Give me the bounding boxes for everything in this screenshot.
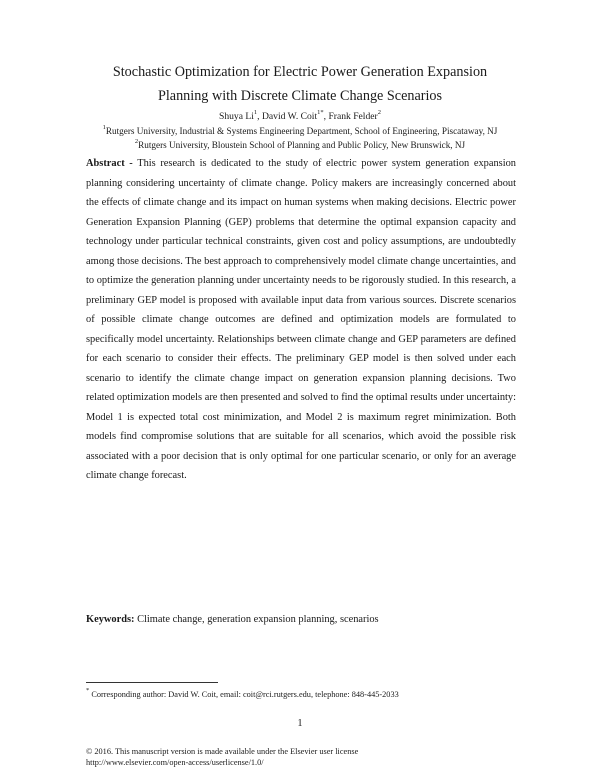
footnote <box>86 689 526 700</box>
abstract-text: This research is dedicated to the study of electric power system generation expansion planning considering uncertainty of climate change. Policy makers are increasingly concerned about the effects of climate change and its impact on human systems when making decisions. Electric power Generation Expansion Planning (GEP) problems that determine the optimal expansion capacity and technology under particular technical constraints, given cost and policy assumptions, are undoubtedly among those decisions. The best approach to comprehensively model climate change uncertainties, and to optimize the generation planning under uncertainty needs to be rigorously studied. In this research, a preliminary GEP model is proposed with available input data from various sources. Discrete scenarios of possible climate change outcomes are defined and optimization models are formulated to specifically model uncertainty. Relationships between climate change and GEP parameters are defined for each scenario to consider their effects. The preliminary GEP model is then solved under each scenario to identify the climate change impact on generation expansion planning decisions. Two related optimization models are then presented and solved to find the optimal results under uncertainty: Model 1 is expected total cost minimization, and Model 2 is maximum regret minimization. Both models find compromise solutions that are suitable for all scenarios, which avoid the possible risk associated with a poor decision that is only optimal for one particular scenario, or only for an average climate change forecast. <box>86 158 516 481</box>
keywords-text: Climate change, generation expansion planning, scenarios <box>137 614 379 625</box>
author-name: David W. Coit <box>261 111 318 122</box>
author-affiliation-mark: 1 <box>253 108 258 116</box>
title-line-2: Planning with Discrete Climate Change Scenarios <box>157 88 443 104</box>
author-affiliation-mark: 1* <box>317 108 324 116</box>
title-line-1: Stochastic Optimization for Electric Power Generation Expansion <box>112 64 488 80</box>
footnote-divider <box>86 682 218 683</box>
author-list: Shuya Li$^1$, David W. Coit$^{1*}$, Frank Felder$^2$ <box>219 108 381 122</box>
affiliation-text: Rutgers University, Industrial & Systems Engineering Department, School of Engineering, Piscataway, NJ <box>105 126 498 136</box>
abstract <box>86 154 516 486</box>
affiliation-text: Rutgers University, Bloustein School of Planning and Public Policy, New Brunswick, NJ <box>138 140 466 150</box>
affiliation-1 <box>40 125 560 137</box>
page-number: 1 <box>297 718 303 729</box>
affiliation-mark: 2 <box>134 137 139 145</box>
affiliation-2 <box>40 139 560 151</box>
author-name: Shuya Li <box>219 111 254 122</box>
keywords <box>86 613 516 627</box>
footnote-mark: * <box>86 687 90 695</box>
license-line-1: © 2016. This manuscript version is made available under the Elsevier user license <box>86 747 359 756</box>
license-notice <box>86 746 546 768</box>
keywords-label: Keywords: <box>86 614 135 625</box>
abstract-label: Abstract - <box>86 158 133 169</box>
author-affiliation-mark: 2 <box>377 108 381 116</box>
author-name: Frank Felder <box>328 111 378 122</box>
affiliation-mark: 1 <box>102 123 106 131</box>
footnote-text: Corresponding author: David W. Coit, email: coit@rci.rutgers.edu, telephone: 848-445-2033 <box>91 690 399 699</box>
license-url: http://www.elsevier.com/open-access/userlicense/1.0/ <box>86 758 264 767</box>
paper-title <box>60 60 540 108</box>
